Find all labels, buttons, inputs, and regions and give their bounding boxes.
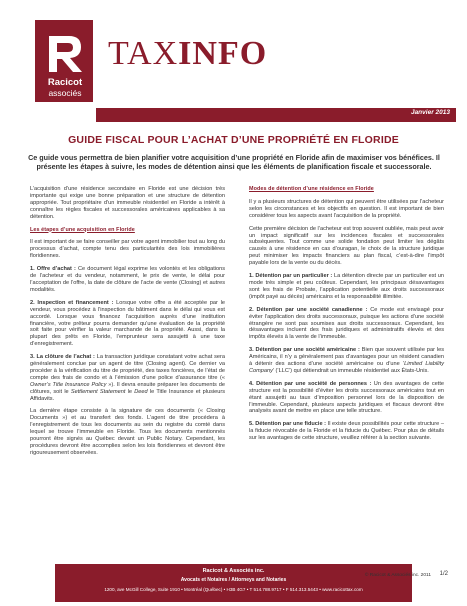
- left-paragraph-2: Il est important de se faire conseiller par votre agent immobilier tout au long du processus d’achat, compte tenu des particularités des lois immobilières floridiennes.: [30, 239, 225, 260]
- logo-name: Racicot: [47, 77, 83, 88]
- left-item-3-text-d: le Title Insurance et plusieurs Affidavits.: [30, 388, 225, 402]
- right-item-3-italic: Limited Liability Company: [249, 361, 444, 374]
- left-item-3: [30, 354, 225, 402]
- issue-date: Janvier 2013: [410, 109, 450, 116]
- left-item-3-text-c: le: [125, 388, 135, 395]
- right-item-2: [249, 307, 444, 342]
- left-item-1: [30, 266, 225, 294]
- footer-firm: Racicot & Associés inc.: [202, 568, 265, 574]
- left-item-1-title: 1. Offre d’achat :: [30, 266, 76, 273]
- right-item-2-text: Ce mode est envisagé pour éviter l’application des droits successoraux, puisque les actions d’une société étrangère ne sont pas soumises aux droits successoraux. Cependant, les désavantages incluent des frais juridiques et administratifs élevés et des impôts élevés à la vente de l’immeuble.: [249, 306, 444, 341]
- left-paragraph-1: L’acquisition d’une résidence secondaire en Floride est une décision très importante qui exige une bonne préparation et une structure de détention appropriée. Tout propriétaire d’un immeuble résidentiel en Floride a intérêt à connaître les règles fiscales et successorales américaines applicables à sa détention.: [30, 186, 225, 220]
- left-item-3-text-b: »). Il devra ensuite préparer les documents de clôtures, soit le: [30, 381, 225, 395]
- right-item-4: [249, 381, 444, 416]
- title-info: INFO: [178, 35, 268, 72]
- right-item-4-title: 4. Détention par une société de personnes :: [249, 380, 372, 387]
- copyright: © Racicot & Associés inc. 2011: [364, 573, 431, 578]
- firm-logo: [35, 20, 93, 102]
- right-item-3-text-a: Bien que souvent utilisée par les Américains, il n’y a généralement pas d’avantages pour un résident canadien à détenir des actions d’une société américaine ou d’une ‘: [249, 347, 444, 368]
- right-item-1-text: La détention directe par un particulier est un mode très simple et peu coûteux. Cependant, les principaux désavantages sont les frais de Probate, l’application potentielle aux droits successoraux (impôt payé au décès) américains et la responsabilité illimitée.: [249, 273, 444, 300]
- logo-subtitle: associés: [48, 88, 82, 98]
- right-item-3-text-b: ’ (‘LLC’) qui détiendrait un immeuble résidentiel aux États-Unis.: [272, 367, 429, 374]
- right-item-3: [249, 347, 444, 375]
- right-column: [249, 186, 444, 448]
- left-item-3-italic-b: Settlement Statement: [70, 388, 126, 395]
- left-section-heading: Les étapes d’une acquisition en Floride: [30, 226, 135, 233]
- title-tax: TAX: [108, 35, 179, 72]
- left-item-2-title: 2. Inspection et financement :: [30, 299, 114, 306]
- right-item-1-title: 1. Détention par un particulier :: [249, 273, 333, 280]
- left-item-2-text: Lorsque votre offre a été acceptée par le vendeur, vous procédez à l’inspection du bâtiment dans le délai qui vous est accordé. Lorsque vous financez l’acquisition auprès d’une institution financière, votre prêteur pourra demander qu’une évaluation de la propriété soit faite pour vérifier la valeur marchande de la propriété. Aussi, dans la plupart des prêts en Floride, l’emprunteur sera assujetti à une taxe d’enregistrement.: [30, 299, 225, 348]
- right-item-5: [249, 421, 444, 442]
- left-item-1-text: Ce document légal exprime les volontés et les obligations de l’acheteur et du vendeur, notamment, le prix de vente, le délai pour l’acceptation de l’offre, la date de clôture de l’acte de vente (Closing) et autres modalités.: [30, 266, 226, 293]
- right-paragraph-2: Cette première décision de l’acheteur est trop souvent oubliée, mais peut avoir un impact significatif sur les incidences fiscales et successorales subséquentes. Tout comme une solide fondation peut limiter les dégâts causés à une résidence en cas d’ouragan, le choix de la structure juridique peut minimiser les impacts financiers au plan fiscal, c’est-à-dire l’impôt payable lors de la vente ou du décès.: [249, 225, 444, 267]
- main-title: GUIDE FISCAL POUR L’ACHAT D’UNE PROPRIÉTÉ EN FLORIDE: [68, 134, 399, 146]
- right-item-1: [249, 273, 444, 301]
- footer-bar: [55, 564, 412, 602]
- publication-title: [108, 36, 267, 72]
- right-item-2-title: 2. Détention par une société canadienne :: [249, 306, 368, 313]
- right-section-heading: Modes de détention d’une résidence en Floride: [249, 186, 374, 192]
- left-paragraph-last: La dernière étape consiste à la signature de ces documents (« Closing Documents ») et au transfert des fonds. L’agent de titre procédera à l’enregistrement de tous les documents au sein du registre du comté dans lequel se trouve l’immeuble en Floride. Tous les documents mentionnés pourront être signés au Québec devant un Public Notary. Cependant, les procédures devront être accomplies selon les lois floridiennes et devront être rigoureusement observées.: [30, 408, 225, 456]
- footer-tagline: Avocats et Notaires / Attorneys and Notaries: [180, 577, 287, 583]
- right-item-4-text: Un des avantages de cette structure est la possibilité d’éviter les droits successoraux américains tout en étant assujetti au taux d’imposition personnel lors de la disposition de l’immeuble. Cependant, plusieurs aspects juridiques et fiscaux devront être analysés avant de mettre en place une telle structure.: [249, 380, 444, 415]
- intro-text: Ce guide vous permettra de bien planifier votre acquisition d’une propriété en Floride afin de maximiser vos bénéfices. Il présente les étapes à suivre, les modes de détention ainsi que les éléments de planification fiscale et successorale.: [28, 153, 440, 171]
- right-paragraph-1: Il y a plusieurs structures de détention qui peuvent être utilisées par l’acheteur selon les circonstances et les objectifs en question. Il est important de bien considérer tous les aspects avant l’acquisition de la propriété.: [249, 198, 444, 219]
- right-item-5-text: Il existe deux possibilités pour cette structure – la fiducie révocable de la Floride et la fiducie du Québec. Pour plus de détails sur les avantages de cette structure, veuillez référer à la section suivante.: [249, 421, 444, 442]
- left-item-3-title: 3. La clôture de l’achat :: [30, 354, 95, 361]
- left-item-3-italic-c: Deed: [134, 388, 148, 395]
- right-item-5-title: 5. Détention par une fiducie :: [249, 421, 327, 428]
- left-item-3-italic: Owner’s Title Insurance Policy: [30, 381, 107, 388]
- page-number: 1/2: [439, 571, 448, 577]
- left-item-3-text-a: La transaction juridique constatant votre achat sera généralement conclue par un agent de titre (Closing agent). Ce dernier va procéder à la vérification du titre de propriété, des taxes foncières, de l’état de compte des frais de condo et à l’émission d’une police d’assurance titre («: [30, 354, 226, 381]
- right-item-3-title: 3. Détention par une société américaine :: [249, 347, 360, 354]
- footer-address: 1200, ave McGill College, Suite 1910 • Montréal (Québec) • H3B 4G7 • T 514.788.9717 • F 514.313.5443 • www.racicottax.com: [104, 587, 363, 592]
- left-column: [30, 186, 225, 463]
- left-item-2: [30, 300, 225, 348]
- date-bar: [96, 108, 456, 122]
